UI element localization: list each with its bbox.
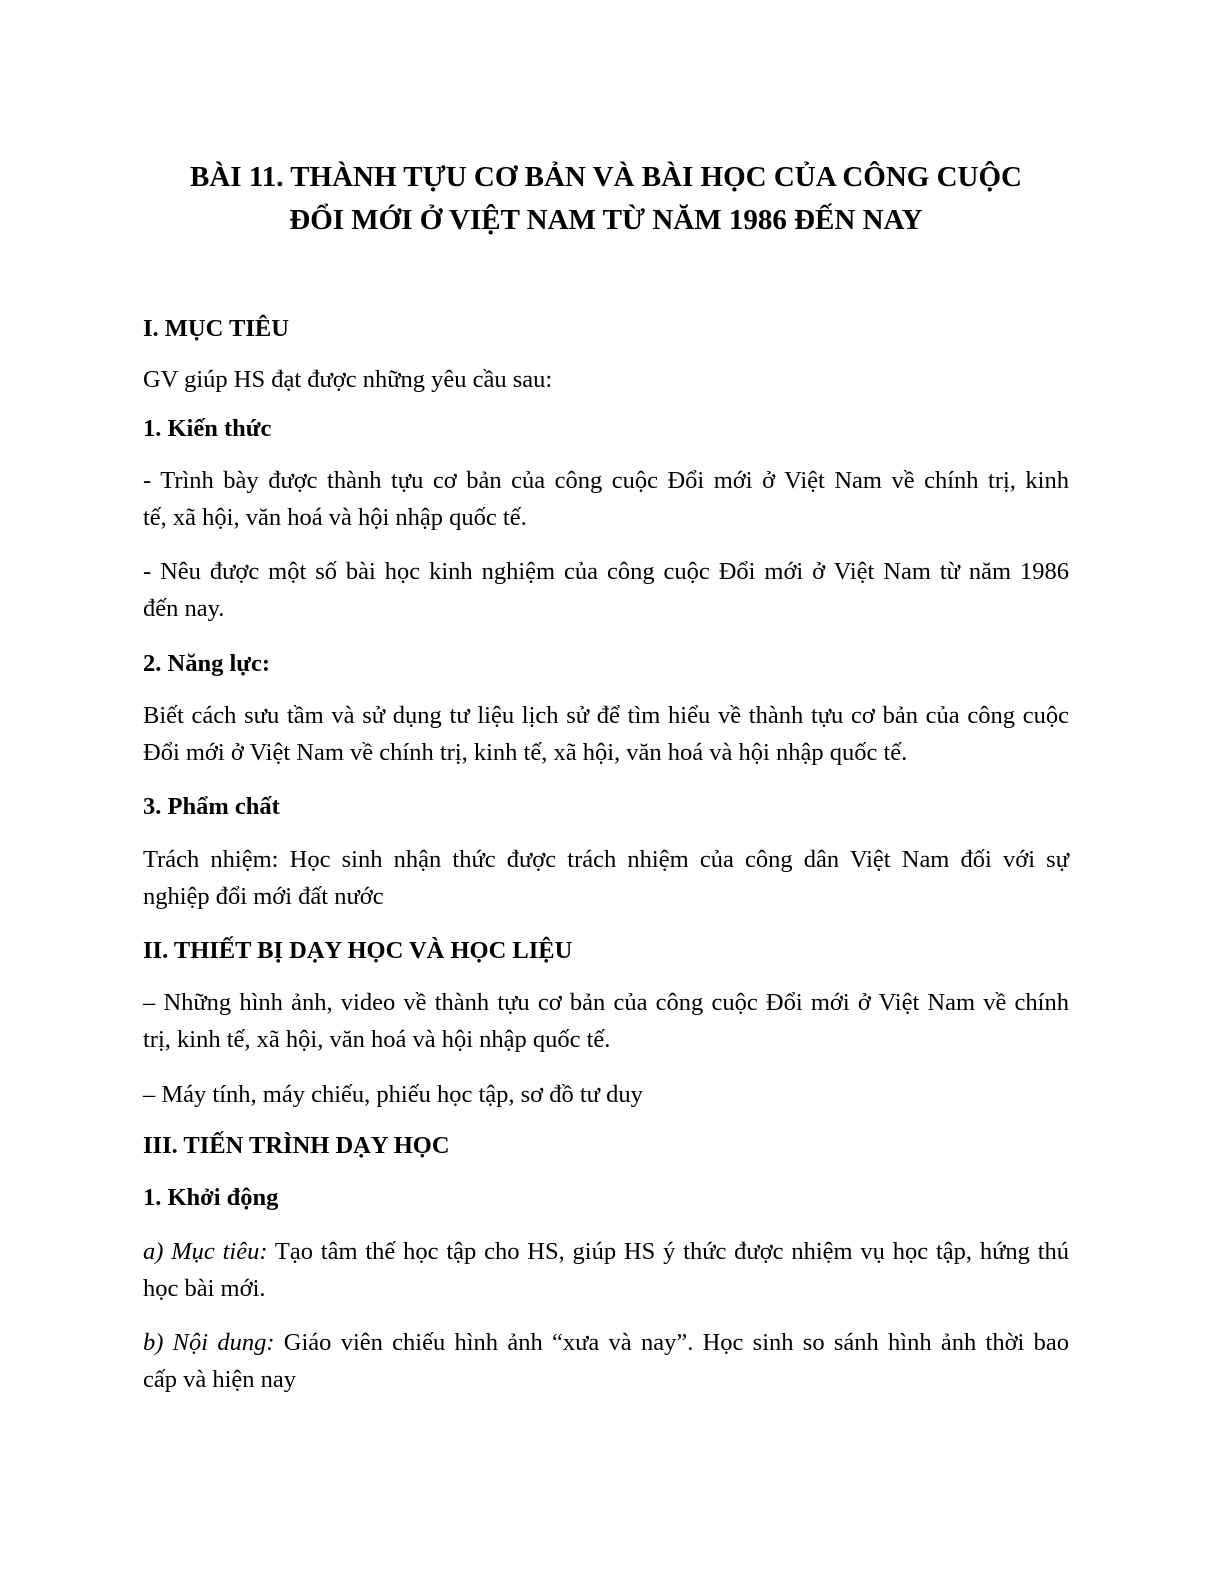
startup-content-label: b) Nội dung:	[143, 1329, 275, 1356]
objectives-intro: GV giúp HS đạt được những yêu cầu sau:	[143, 366, 553, 393]
knowledge-item-1	[143, 462, 1069, 536]
startup-goal	[143, 1233, 1069, 1307]
lesson-title-line-1: BÀI 11. THÀNH TỰU CƠ BẢN VÀ BÀI HỌC CỦA CÔNG CUỘC	[190, 161, 1022, 193]
startup-goal-text: Tạo tâm thế học tập cho HS, giúp HS ý thức được nhiệm vụ học tập, hứng thú	[267, 1238, 1070, 1265]
quality-line-2: nghiệp đổi mới đất nước	[143, 883, 384, 910]
quality-line-1: Trách nhiệm: Học sinh nhận thức được trách nhiệm của công dân Việt Nam đối với sự	[143, 846, 1069, 873]
section-heading-process: III. TIẾN TRÌNH DẠY HỌC	[143, 1132, 450, 1159]
subheading-knowledge: 1. Kiến thức	[143, 415, 272, 442]
competence-line-1: Biết cách sưu tầm và sử dụng tư liệu lịch sử để tìm hiểu về thành tựu cơ bản của công cuộc	[143, 702, 1069, 729]
startup-goal-label: a) Mục tiêu:	[143, 1238, 268, 1265]
quality-paragraph	[143, 841, 1069, 915]
startup-content-text: Giáo viên chiếu hình ảnh “xưa và nay”. Học sinh so sánh hình ảnh thời bao	[274, 1329, 1070, 1356]
subheading-competence: 2. Năng lực:	[143, 650, 270, 677]
competence-paragraph	[143, 697, 1069, 771]
section-heading-objectives: I. MỤC TIÊU	[143, 315, 289, 342]
subheading-quality: 3. Phẩm chất	[143, 793, 280, 820]
startup-goal-line-2: học bài mới.	[143, 1275, 266, 1302]
startup-content	[143, 1324, 1069, 1398]
equipment-item-2: – Máy tính, máy chiếu, phiếu học tập, sơ đồ tư duy	[143, 1081, 643, 1108]
lesson-title	[143, 156, 1069, 242]
equipment-item-1-line-1: – Những hình ảnh, video về thành tựu cơ bản của công cuộc Đổi mới ở Việt Nam về chính	[143, 989, 1069, 1016]
competence-line-2: Đổi mới ở Việt Nam về chính trị, kinh tế, xã hội, văn hoá và hội nhập quốc tế.	[143, 739, 908, 766]
startup-content-line-2: cấp và hiện nay	[143, 1366, 297, 1393]
startup-content-line-1	[143, 1324, 1069, 1361]
section-heading-equipment: II. THIẾT BỊ DẠY HỌC VÀ HỌC LIỆU	[143, 937, 573, 964]
knowledge-item-2-line-1: - Nêu được một số bài học kinh nghiệm của công cuộc Đổi mới ở Việt Nam từ năm 1986	[143, 558, 1069, 585]
equipment-item-1	[143, 984, 1069, 1058]
equipment-item-1-line-2: trị, kinh tế, xã hội, văn hoá và hội nhập quốc tế.	[143, 1026, 611, 1053]
knowledge-item-2-line-2: đến nay.	[143, 595, 225, 622]
lesson-title-line-2: ĐỔI MỚI Ở VIỆT NAM TỪ NĂM 1986 ĐẾN NAY	[289, 204, 923, 236]
knowledge-item-1-line-2: tế, xã hội, văn hoá và hội nhập quốc tế.	[143, 504, 527, 531]
subheading-startup: 1. Khởi động	[143, 1184, 279, 1211]
startup-goal-line-1	[143, 1233, 1069, 1270]
knowledge-item-2	[143, 553, 1069, 627]
knowledge-item-1-line-1: - Trình bày được thành tựu cơ bản của công cuộc Đổi mới ở Việt Nam về chính trị, kinh	[143, 467, 1069, 494]
